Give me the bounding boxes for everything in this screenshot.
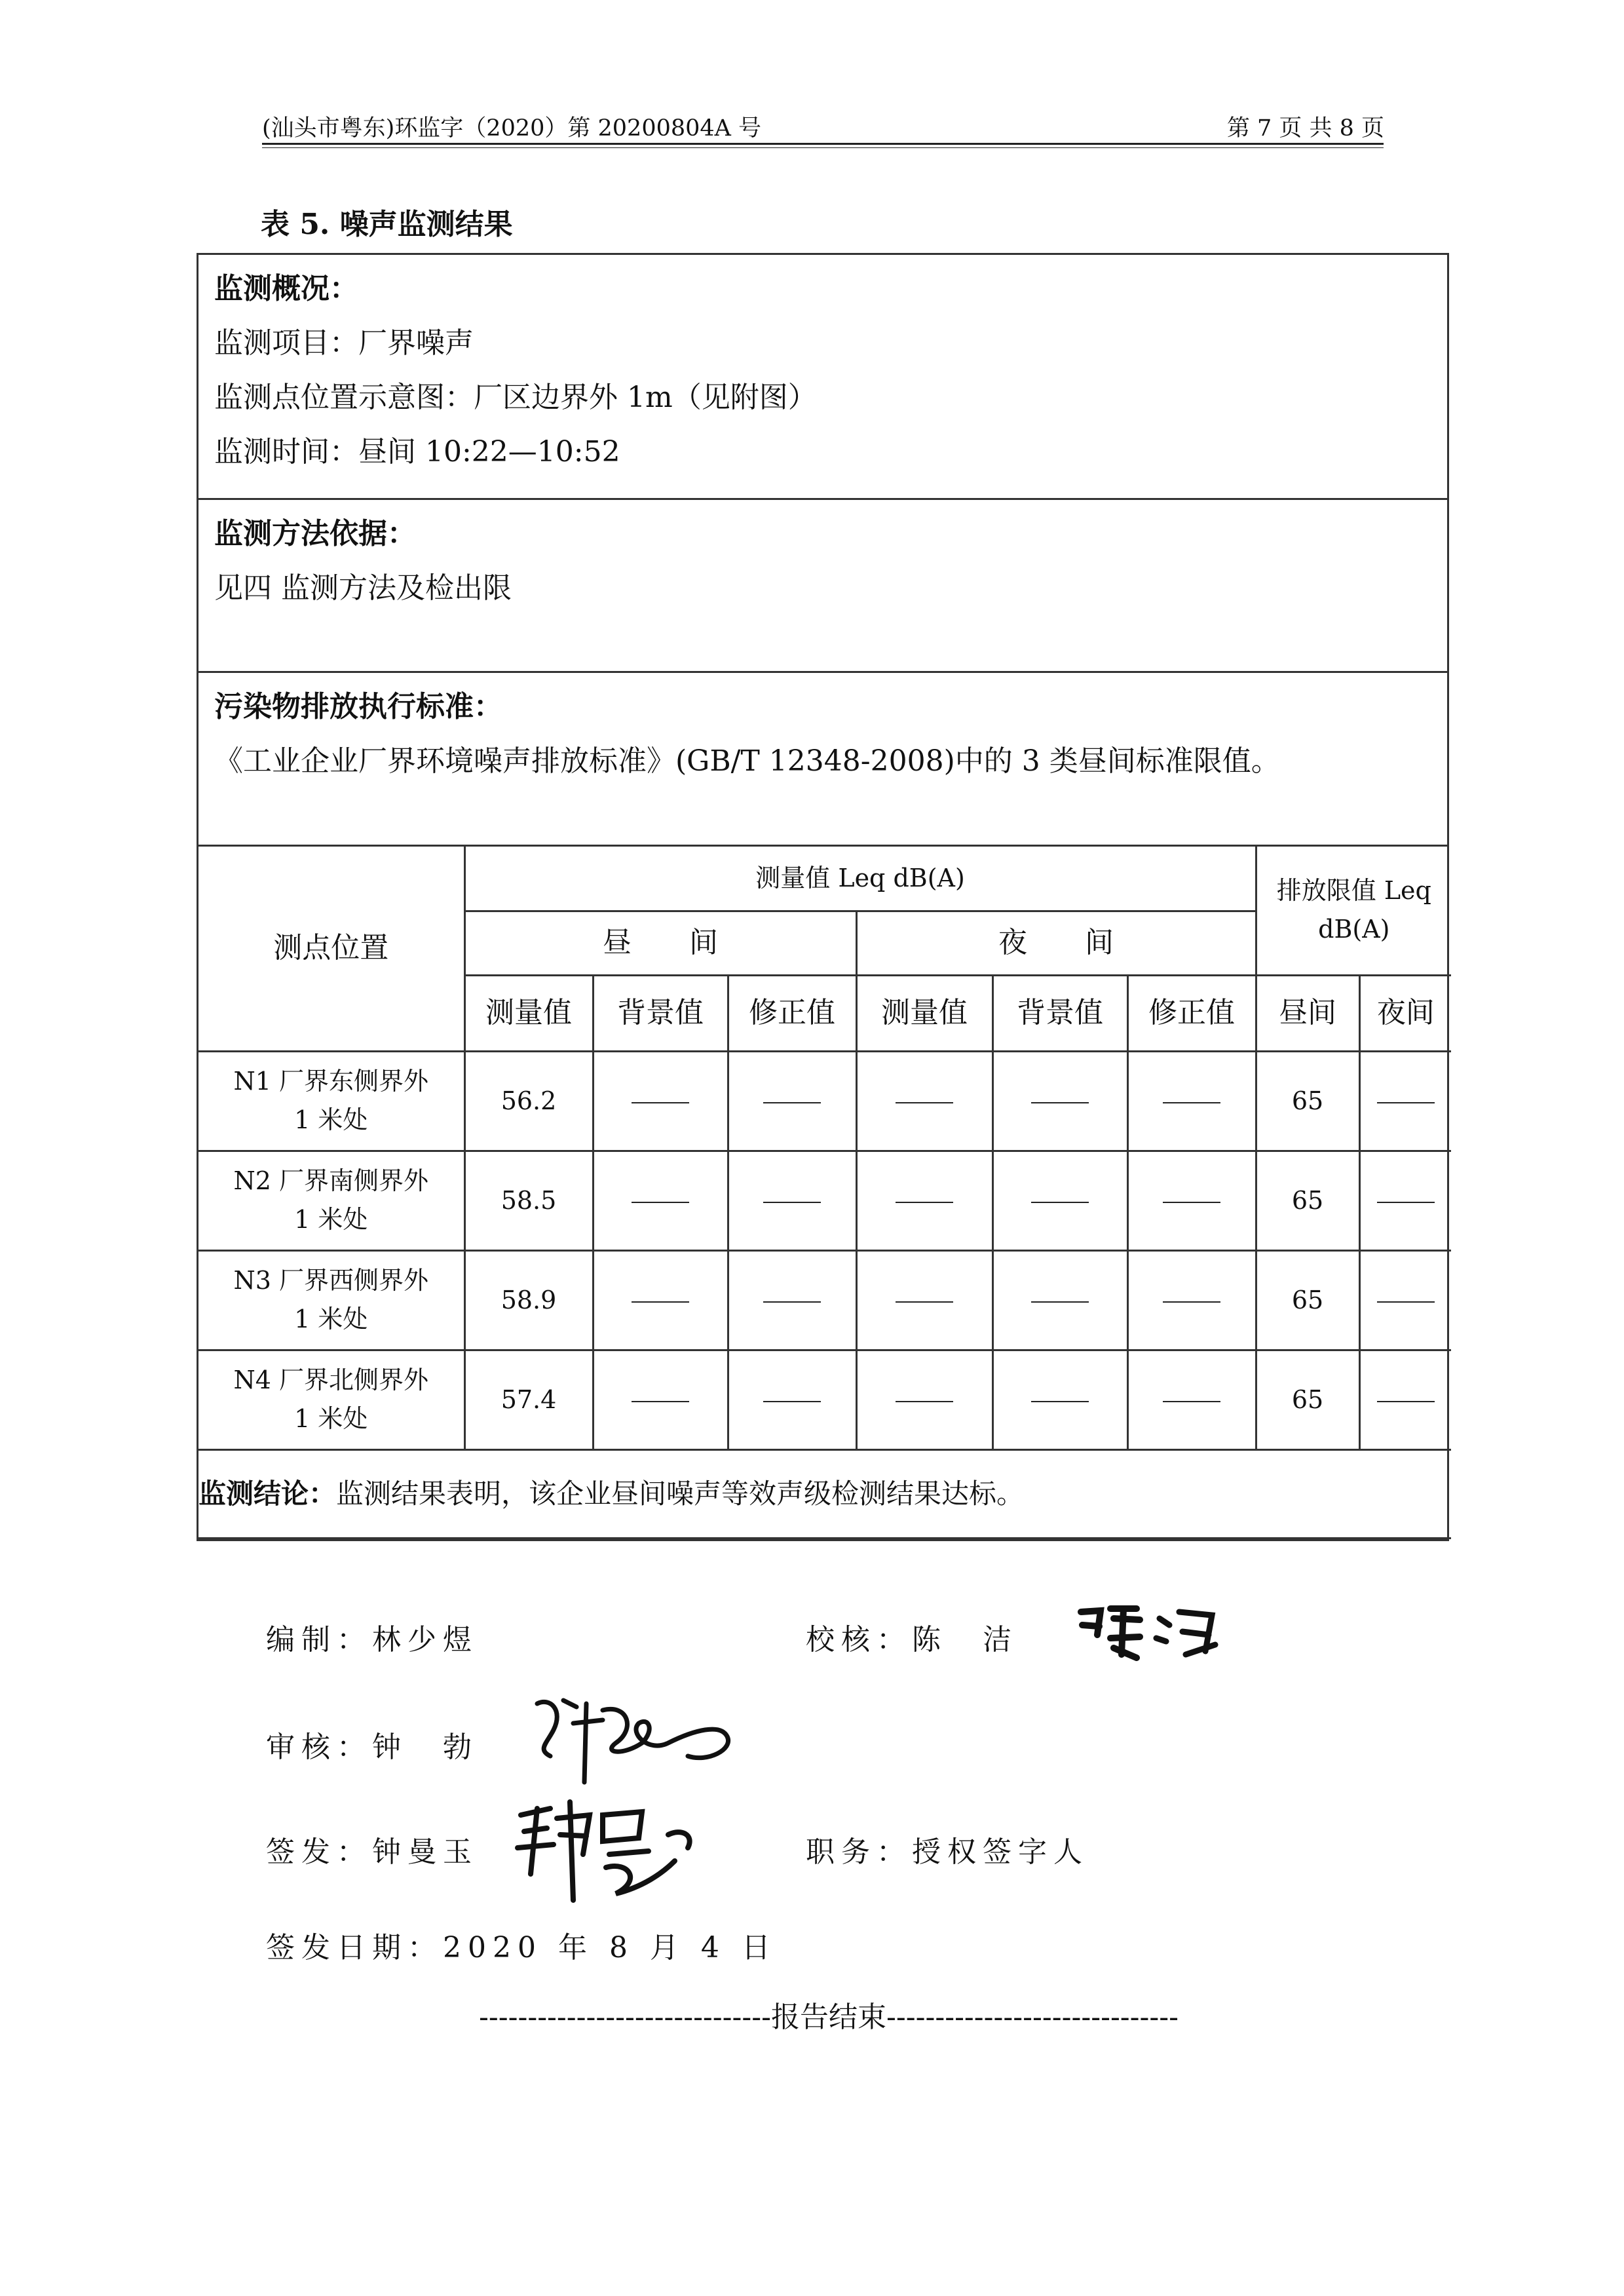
measurement-table (198, 847, 1451, 1539)
sub-header-day-corrected: 修正值 (728, 975, 856, 1051)
limit-day-value: 65 (1256, 1350, 1359, 1449)
point-distance: 1 米处 (294, 1205, 368, 1234)
page-indicator: 第 7 页 共 8 页 (1226, 115, 1384, 142)
table-row (198, 1051, 1451, 1151)
sub-header-night-corrected: 修正值 (1127, 975, 1256, 1051)
point-cell (198, 1151, 464, 1250)
limit-day-value: 65 (1256, 1250, 1359, 1350)
sub-header-night-measured: 测量值 (856, 975, 992, 1051)
empty-dash (1127, 1250, 1256, 1350)
empty-dash (593, 1250, 728, 1350)
day-measured-value: 57.4 (464, 1350, 593, 1449)
limit-day-value: 65 (1256, 1151, 1359, 1250)
empty-dash (992, 1350, 1127, 1449)
limit-day-value: 65 (1256, 1051, 1359, 1151)
method-title: 监测方法依据： (214, 517, 416, 550)
empty-dash (1359, 1250, 1451, 1350)
empty-dash (593, 1051, 728, 1151)
empty-dash (856, 1151, 992, 1250)
point-distance: 1 米处 (294, 1105, 368, 1134)
sub-header-limit-night: 夜间 (1359, 975, 1451, 1051)
method-section (198, 500, 1447, 673)
empty-dash (992, 1250, 1127, 1350)
empty-dash (1359, 1051, 1451, 1151)
day-measured-value: 58.5 (464, 1151, 593, 1250)
empty-dash (728, 1350, 856, 1449)
empty-dash (1127, 1151, 1256, 1250)
empty-dash (992, 1051, 1127, 1151)
point-name: N2 厂界南侧界外 (233, 1166, 428, 1196)
point-name: N4 厂界北侧界外 (233, 1366, 428, 1395)
point-distance: 1 米处 (294, 1404, 368, 1433)
overview-section (198, 255, 1447, 500)
issue-date: 签发日期：2020 年 8 月 4 日 (266, 1931, 777, 1964)
sub-header-day-background: 背景值 (593, 975, 728, 1051)
point-distance: 1 米处 (294, 1305, 368, 1333)
checked-by-signature (1074, 1599, 1225, 1664)
issued-by-signature (511, 1795, 708, 1907)
point-cell (198, 1350, 464, 1449)
header-rule-thin (262, 147, 1384, 148)
point-name: N1 厂界东侧界外 (233, 1067, 428, 1096)
report-end-marker: ------------------------------报告结束------------------------------ (478, 2000, 1179, 2034)
empty-dash (856, 1250, 992, 1350)
empty-dash (1359, 1350, 1451, 1449)
day-measured-value: 56.2 (464, 1051, 593, 1151)
empty-dash (728, 1151, 856, 1250)
conclusion-row (198, 1449, 1451, 1538)
sub-header-limit-day: 昼间 (1256, 975, 1359, 1051)
table-caption: 表 5. 噪声监测结果 (261, 208, 513, 241)
sub-header-night-background: 背景值 (992, 975, 1127, 1051)
point-name: N3 厂界西侧界外 (233, 1266, 428, 1295)
header-rule (262, 143, 1384, 145)
empty-dash (856, 1051, 992, 1151)
empty-dash (1127, 1051, 1256, 1151)
position-title: 职务：授权签字人 (806, 1835, 1089, 1869)
point-cell (198, 1051, 464, 1151)
overview-item: 监测项目：厂界噪声 (214, 326, 474, 360)
checked-by: 校核：陈 洁 (806, 1623, 1018, 1656)
reviewed-by-signature (524, 1691, 740, 1789)
document-number: (汕头市粤东)环监字（2020）第 20200804A 号 (262, 115, 762, 142)
empty-dash (728, 1051, 856, 1151)
col-header-point: 测点位置 (198, 847, 464, 1051)
issued-by: 签发：钟曼玉 (266, 1835, 478, 1869)
conclusion-label: 监测结论： (198, 1477, 337, 1510)
col-header-limit: 排放限值 Leq dB(A) (1256, 847, 1451, 975)
standard-text: 《工业企业厂界环境噪声排放标准》(GB/T 12348-2008)中的 3 类昼间标准限值。 (214, 744, 1280, 778)
col-header-night: 夜 间 (856, 911, 1256, 975)
empty-dash (593, 1350, 728, 1449)
noise-report-table (197, 253, 1449, 1541)
method-text: 见四 监测方法及检出限 (214, 571, 512, 605)
reviewed-by: 审核：钟 勃 (266, 1731, 478, 1764)
empty-dash (1127, 1350, 1256, 1449)
overview-time: 监测时间：昼间 10:22—10:52 (214, 435, 620, 469)
col-header-measured: 测量值 Leq dB(A) (464, 847, 1256, 911)
table-row (198, 1250, 1451, 1350)
table-row (198, 1151, 1451, 1250)
conclusion-text: 监测结果表明，该企业昼间噪声等效声级检测结果达标。 (336, 1477, 1025, 1510)
standard-section (198, 673, 1447, 847)
empty-dash (992, 1151, 1127, 1250)
sub-header-day-measured: 测量值 (464, 975, 593, 1051)
col-header-day: 昼 间 (464, 911, 856, 975)
empty-dash (856, 1350, 992, 1449)
empty-dash (728, 1250, 856, 1350)
overview-title: 监测概况： (214, 272, 358, 305)
day-measured-value: 58.9 (464, 1250, 593, 1350)
standard-title: 污染物排放执行标准： (214, 690, 502, 723)
empty-dash (1359, 1151, 1451, 1250)
overview-location: 监测点位置示意图：厂区边界外 1m（见附图） (214, 381, 817, 414)
point-cell (198, 1250, 464, 1350)
prepared-by: 编制：林少煜 (266, 1623, 478, 1656)
empty-dash (593, 1151, 728, 1250)
table-row (198, 1350, 1451, 1449)
conclusion-cell (198, 1449, 1451, 1538)
